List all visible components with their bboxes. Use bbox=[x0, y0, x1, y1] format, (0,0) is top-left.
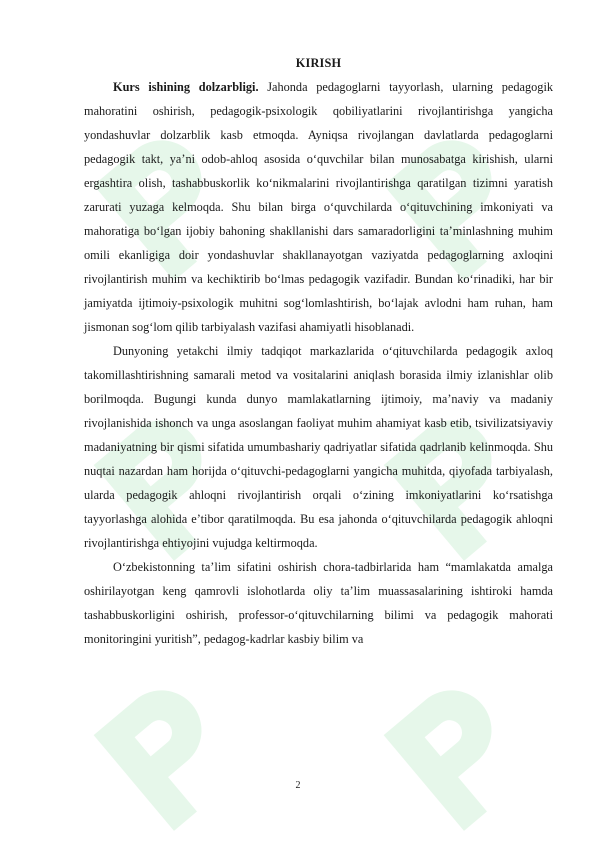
paragraph-text: Jahonda pedagoglarni tayyorlash, ularning pedagogik mahoratini oshirish, pedagogik-psixologik qobiliyatlarini rivojlantirishga yangicha yondashuvlar dolzarblik kasb etmoqda. Ayniqsa rivojlangan davlatlarda pedagoglarni pedagogik takt, ya’ni odob-ahloq asosida o‘quvchilar bilan munosabatga kirishish, ularni ergashtira olish, tashabbuskorlik ko‘nikmalarini rivojlantirishga qaratilgan tizimni yaratish zarurati yuzaga kelmoqda. Shu bilan birga o‘quvchilarda o‘qituvchining imkoniyati va mahoratiga bo‘lgan ijobiy bahoning shakllanishi dars samaradorligini ta’minlashning muhim omili ekanligiga doir yondashuvlar shakllanayotgan vaziyatda pedagoglarning axloqini rivojlantirish muhim va kechiktirib bo‘lmas pedagogik vazifadir. Bundan ko‘rinadiki, har bir jamiyatda ijtimoiy-psixologik muhitni sog‘lomlashtirish, bo‘lajak avlodni ham ruhan, ham jismonan sog‘lom qilib tarbiyalash vazifasi ahamiyatli hisoblanadi. bbox=[84, 80, 554, 334]
watermark-logo-icon bbox=[94, 674, 247, 831]
paragraph-lead: Kurs ishining dolzarbligi. bbox=[113, 80, 259, 94]
page-title: KIRISH bbox=[295, 56, 342, 70]
paragraph-text: O‘zbekistonning ta’lim sifatini oshirish chora-tadbirlarida ham “mamlakatda amalga oshirilayotgan keng qamrovli islohotlarda oliy ta’lim muassasalarining ishtiroki hamda tashabbuskorligini oshirish, professor-o‘qituvchilarning bilimi va pedagogik mahorati monitoringini yuritish”, pedagog-kadrlar kasbiy bilim va bbox=[84, 560, 553, 646]
paragraph bbox=[84, 339, 553, 555]
paragraph bbox=[84, 75, 553, 339]
watermark-logo-icon bbox=[384, 674, 537, 831]
page-number: 2 bbox=[295, 780, 301, 791]
paragraph-text: Dunyoning yetakchi ilmiy tadqiqot markazlarida o‘qituvchilarda pedagogik axloq takomillashtirishning samarali metod va vositalarini aniqlash borasida ilmiy izlanishlar olib borilmoqda. Bugungi kunda dunyo mamlakatlarning ijtimoiy, ma’naviy va madaniy rivojlanishida ishonch va unga asoslangan faoliyat muhim ahamiyat kasb etib, tsivilizatsiyaviy madaniyatning bir qismi sifatida umumbashariy qadriyatlar sifatida qadrlanib kelinmoqda. Shu nuqtai nazardan ham horijda o‘qituvchi-pedagoglarni yangicha muhitda, qiyofada tarbiyalash, ularda pedagogik ahloqni rivojlantirish orqali o‘zining imkoniyatlarini ko‘rsatishga tayyorlashga alohida e’tibor qaratilmoqda. Bu esa jahonda o‘qituvchilarda pedagogik ahloqni rivojlantirishga ehtiyojini vujudga keltirmoqda. bbox=[84, 344, 553, 550]
paragraph bbox=[84, 555, 553, 651]
document-page bbox=[84, 56, 553, 651]
